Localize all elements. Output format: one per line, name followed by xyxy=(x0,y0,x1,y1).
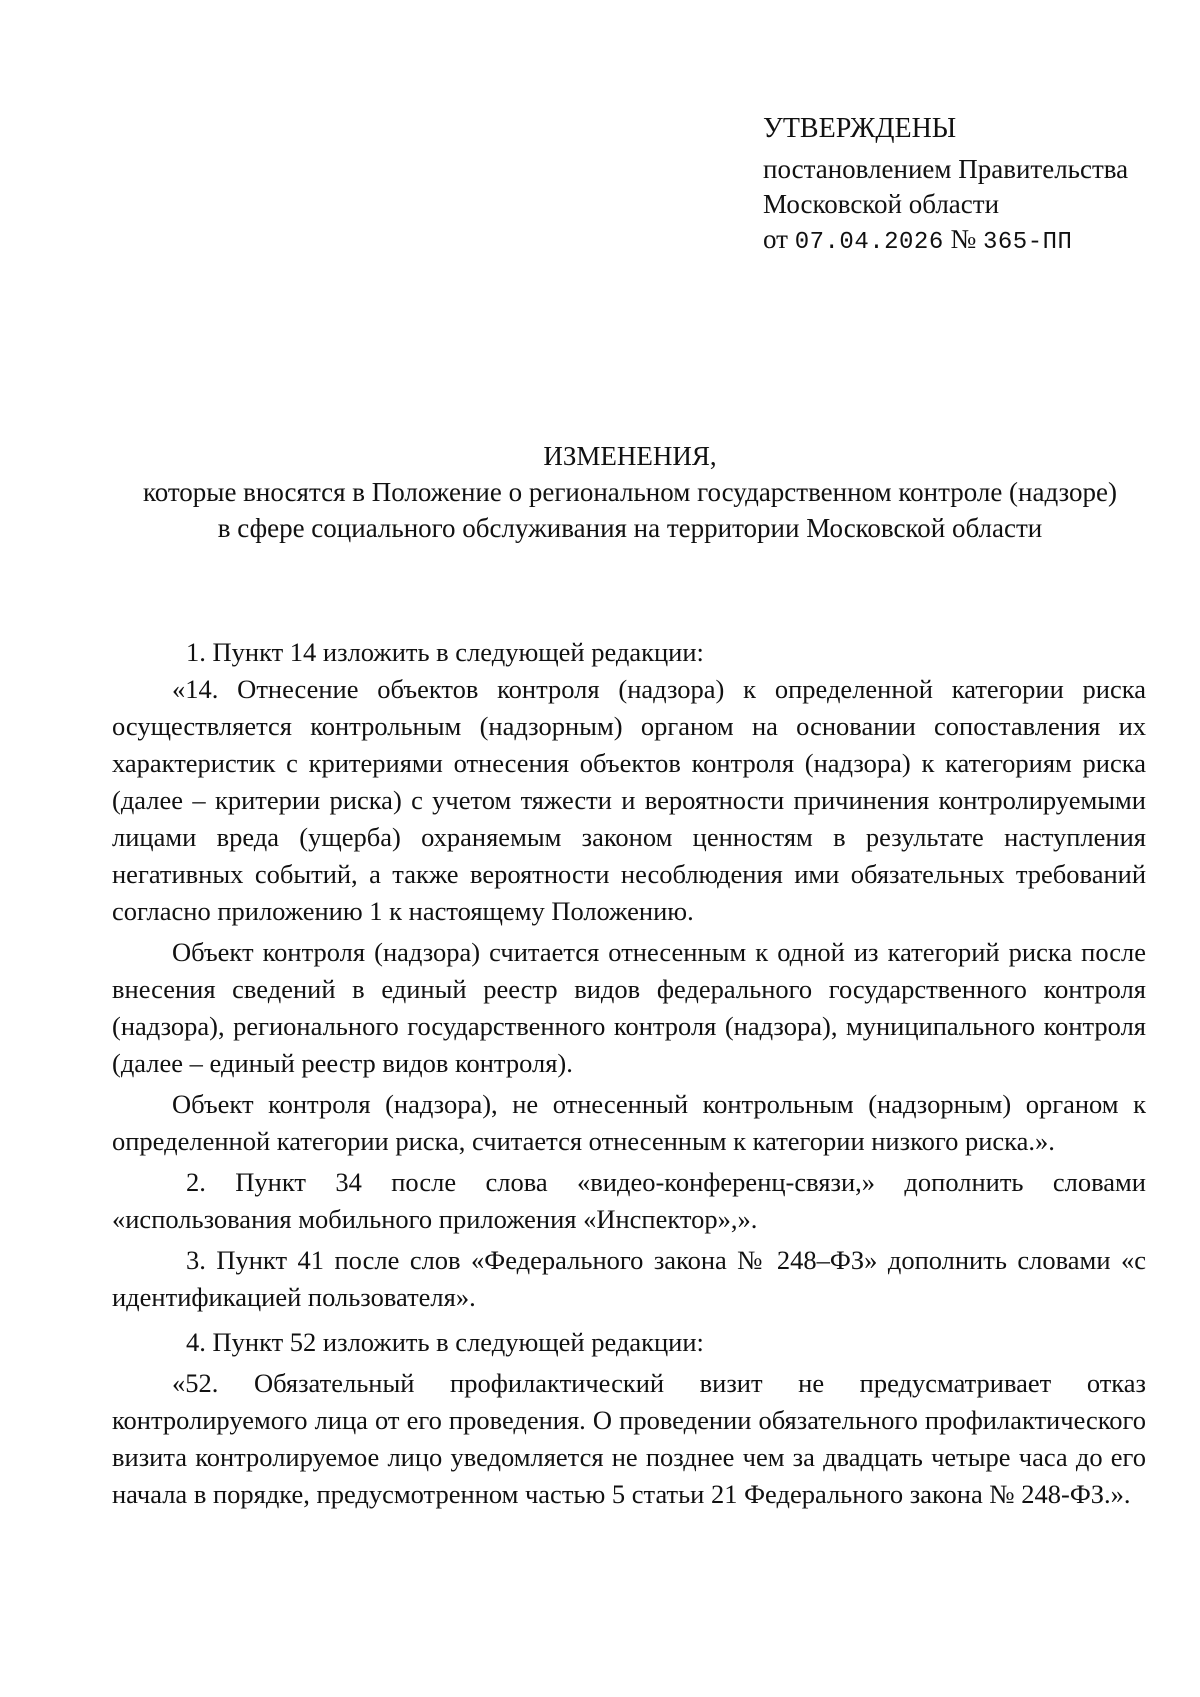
approval-date: 07.04.2026 xyxy=(794,229,944,256)
approval-heading: УТВЕРЖДЕНЫ xyxy=(763,113,957,144)
approval-stamp xyxy=(763,110,1128,260)
approval-date-line xyxy=(763,222,1128,260)
approval-line-2: Московской области xyxy=(763,189,1000,219)
title-line-1: которые вносятся в Положение о региональном государственном контроле (надзоре) xyxy=(142,477,1118,507)
title-line-2: в сфере социального обслуживания на территории Московской области xyxy=(217,513,1043,543)
paragraph-low-risk: Объект контроля (надзора), не отнесенный контрольным (надзорным) органом к определенной категории риска, считается отнесенным к категории низкого риска.». xyxy=(112,1089,1146,1156)
approval-date-prefix: от xyxy=(763,224,788,254)
document-title xyxy=(100,438,1160,546)
paragraph-quote-52: «52. Обязательный профилактический визит не предусматривает отказ контролируемого лица от его проведения. О проведении обязательного профилактического визита контролируемое лицо уведомляется не позднее чем за двадцать четыре часа до его начала в порядке, предусмотренном частью 5 статьи 21 Федерального закона № 248-ФЗ.». xyxy=(112,1368,1146,1509)
paragraph-item-1: 1. Пункт 14 изложить в следующей редакции: xyxy=(186,637,704,667)
paragraph-quote-14: «14. Отнесение объектов контроля (надзора) к определенной категории риска осуществляется контрольным (надзорным) органом на основании сопоставления их характеристик с критериями отнесения объектов контроля (надзора) к категориям риска (далее – критерии риска) с учетом тяжести и вероятности причинения контролируемыми лицами вреда (ущерба) охраняемым законом ценностям в результате наступления негативных событий, а также вероятности несоблюдения ими обязательных требований согласно приложению 1 к настоящему Положению. xyxy=(112,674,1146,926)
paragraph-risk-category: Объект контроля (надзора) считается отнесенным к одной из категорий риска после внесения сведений в единый реестр видов федерального государственного контроля (надзора), регионального государственного контроля (надзора), муниципального контроля (далее – единый реестр видов контроля). xyxy=(112,937,1146,1078)
approval-line-1: постановлением Правительства xyxy=(763,154,1129,184)
title-main: ИЗМЕНЕНИЯ, xyxy=(543,441,717,471)
approval-number: 365-ПП xyxy=(983,229,1073,256)
paragraph-item-2: 2. Пункт 34 после слова «видео-конференц-связи,» дополнить словами «использования мобильного приложения «Инспектор»,». xyxy=(112,1167,1146,1234)
paragraph-item-4: 4. Пункт 52 изложить в следующей редакции: xyxy=(186,1327,704,1357)
document-body xyxy=(112,634,1146,1513)
approval-number-sign: № xyxy=(950,224,977,254)
paragraph-item-3: 3. Пункт 41 после слов «Федерального закона № 248–ФЗ» дополнить словами «с идентификацией пользователя». xyxy=(112,1245,1146,1312)
